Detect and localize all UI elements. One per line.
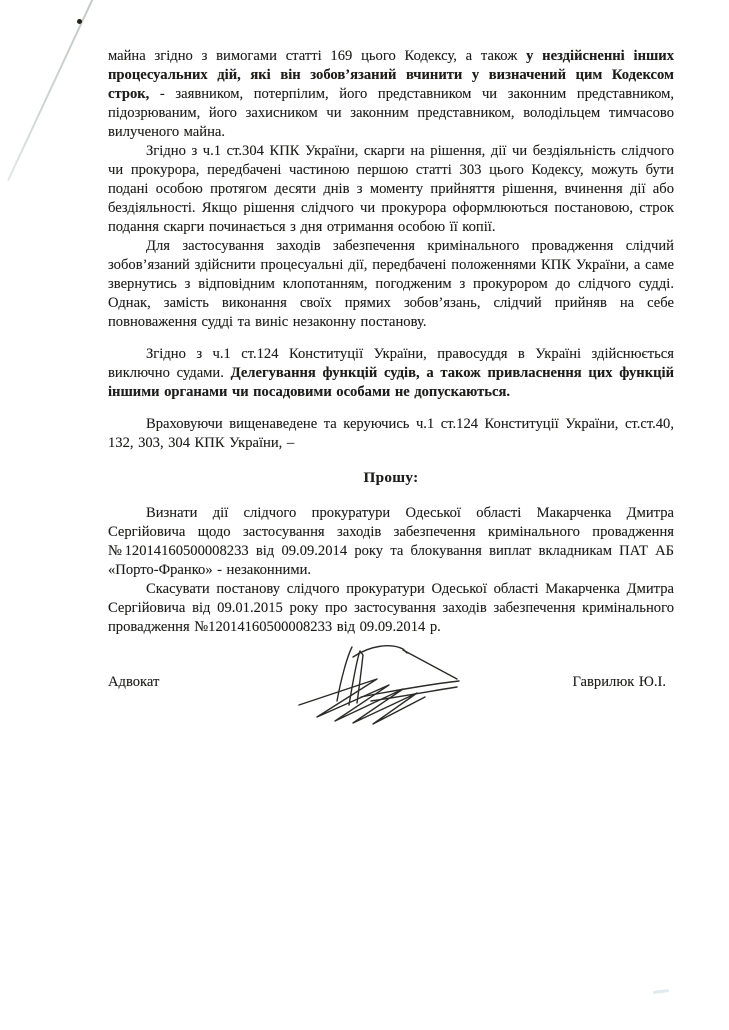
crease-mark (7, 0, 96, 181)
signature-upstroke-2 (349, 651, 363, 705)
signature-upstroke-1 (337, 647, 352, 701)
scan-smudge (653, 989, 669, 994)
text-run: Визнати дії слідчого прокуратури Одеської області Макарченка Дмитра Сергійовича щодо застосування заходів забезпечення кримінального провадження №12014160500008233 від 09.09.2014 року та блокування виплат вкладникам ПАТ АБ «Порто-Франко» - незаконними. (108, 505, 674, 578)
text-run: - заявником, потерпілим, його представником чи законним представником, підозрюваним, його захисником чи законним представником, володільцем тимчасово вилученого майна. (108, 86, 674, 140)
text-run: Для застосування заходів забезпечення кримінального провадження слідчий зобов’язаний здійснити процесуальні дії, передбачені положеннями КПК України, а саме звернутись з відповідним клопотанням, погодженим з прокурором до слідчого судді. Однак, замість виконання своїх прямих зобов’язань, слідчий прийняв на себе повноваження судді та виніс незаконну постанову. (108, 238, 674, 330)
text-run: Згідно з ч.1 ст.124 Конституції України, правосуддя в Україні здійснюється виключно судами. (108, 346, 674, 381)
text-run-bold: Делегування функцій судів, а також привласнення цих функцій іншими органами чи посадовими особами не допускаються. (108, 365, 674, 400)
paragraph-6 (108, 504, 674, 580)
paragraph-4 (108, 345, 674, 402)
signature-top-flourish (353, 646, 407, 657)
signatory-role: Адвокат (108, 674, 160, 690)
text-run: Враховуючи вищенаведене та керуючись ч.1 ст.124 Конституції України, ст.ст.40, 132, 303, 304 КПК України, – (108, 416, 674, 451)
signature-diagonal (403, 650, 457, 679)
document-body (108, 47, 674, 692)
signature-zigzag (299, 679, 425, 724)
paragraph-1 (108, 47, 674, 142)
paragraph-2 (108, 142, 674, 237)
ink-dot (77, 19, 82, 24)
text-run: Згідно з ч.1 ст.304 КПК України, скарги на рішення, дії чи бездіяльність слідчого чи прокурора, передбачені частиною першою статті 303 цього Кодексу, можуть бути подані особою протягом десяти днів з моменту прийняття рішення, вчинення дії або бездіяльності. Якщо рішення слідчого чи прокурора оформлюються постановою, строк подання скарги починається з дня отримання особою її копії. (108, 143, 674, 235)
signatory-name: Гаврилюк Ю.І. (572, 674, 666, 690)
signature-tail-2 (371, 687, 457, 701)
paragraph-5 (108, 415, 674, 453)
text-run: майна згідно з вимогами статті 169 цього Кодексу, а також (108, 48, 527, 64)
handwritten-signature (291, 641, 463, 725)
text-run-bold: у нездійсненні інших процесуальних дій, які він зобов’язаний вчинити у визначений цим Кодексом строк, (108, 48, 675, 102)
signature-tail-1 (361, 681, 459, 697)
request-heading: Прошу: (363, 469, 419, 486)
signature-block (108, 673, 674, 692)
text-run: Скасувати постанову слідчого прокуратури Одеської області Макарченка Дмитра Сергійовича від 09.01.2015 року про застосування заходів забезпечення кримінального провадження №12014160500008233 від 09.09.2014 р. (108, 581, 674, 635)
paragraph-7 (108, 580, 674, 637)
paragraph-3 (108, 237, 674, 332)
